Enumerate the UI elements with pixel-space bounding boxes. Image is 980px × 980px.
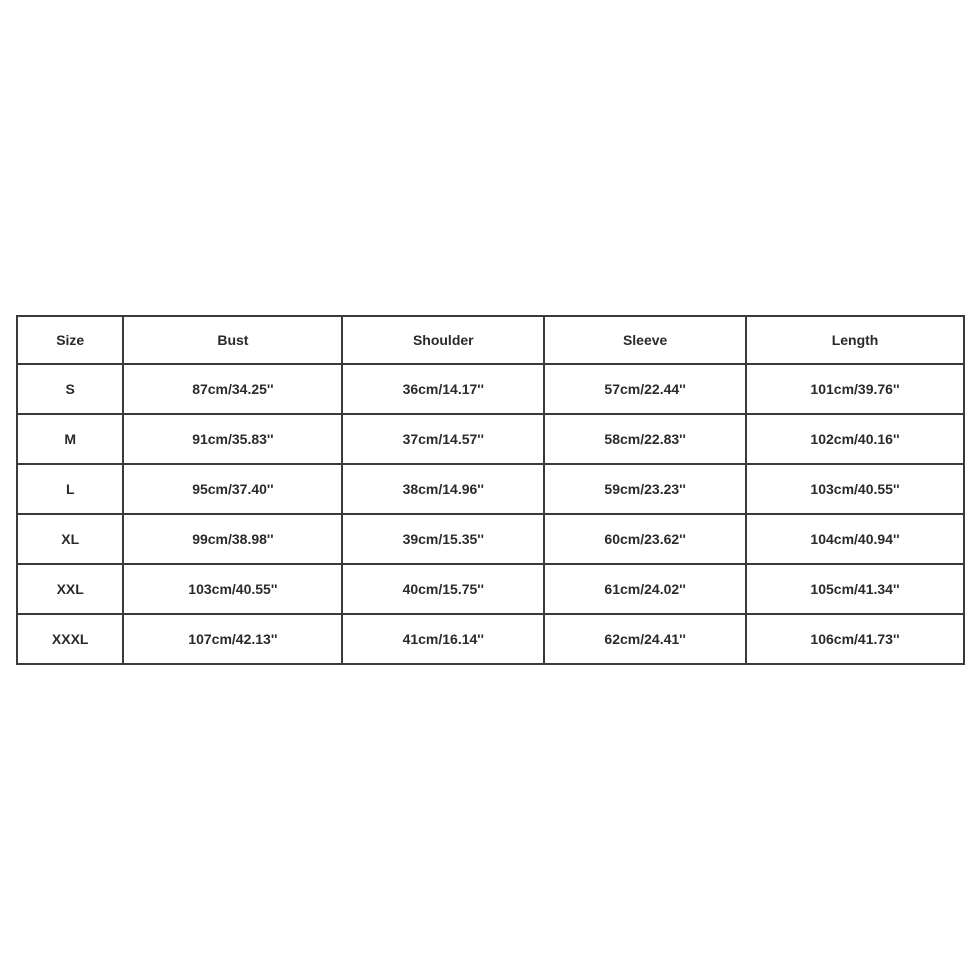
header-size: Size <box>17 316 123 364</box>
length-cell: 105cm/41.34'' <box>746 564 964 614</box>
length-cell: 106cm/41.73'' <box>746 614 964 664</box>
shoulder-cell: 41cm/16.14'' <box>342 614 544 664</box>
table-row <box>17 364 964 414</box>
bust-cell: 91cm/35.83'' <box>123 414 342 464</box>
sleeve-cell: 60cm/23.62'' <box>544 514 746 564</box>
header-shoulder: Shoulder <box>342 316 544 364</box>
size-cell: XXL <box>17 564 123 614</box>
shoulder-cell: 37cm/14.57'' <box>342 414 544 464</box>
header-row <box>17 316 964 364</box>
header-bust: Bust <box>123 316 342 364</box>
header-sleeve: Sleeve <box>544 316 746 364</box>
table-row <box>17 514 964 564</box>
table-row <box>17 614 964 664</box>
size-chart-table <box>16 315 965 665</box>
table-row <box>17 564 964 614</box>
shoulder-cell: 40cm/15.75'' <box>342 564 544 614</box>
size-cell: L <box>17 464 123 514</box>
shoulder-cell: 39cm/15.35'' <box>342 514 544 564</box>
length-cell: 102cm/40.16'' <box>746 414 964 464</box>
bust-cell: 87cm/34.25'' <box>123 364 342 414</box>
length-cell: 101cm/39.76'' <box>746 364 964 414</box>
bust-cell: 107cm/42.13'' <box>123 614 342 664</box>
table-row <box>17 414 964 464</box>
table-row <box>17 464 964 514</box>
sleeve-cell: 59cm/23.23'' <box>544 464 746 514</box>
bust-cell: 103cm/40.55'' <box>123 564 342 614</box>
length-cell: 104cm/40.94'' <box>746 514 964 564</box>
header-length: Length <box>746 316 964 364</box>
sleeve-cell: 57cm/22.44'' <box>544 364 746 414</box>
shoulder-cell: 36cm/14.17'' <box>342 364 544 414</box>
sleeve-cell: 61cm/24.02'' <box>544 564 746 614</box>
size-cell: S <box>17 364 123 414</box>
size-cell: M <box>17 414 123 464</box>
shoulder-cell: 38cm/14.96'' <box>342 464 544 514</box>
sleeve-cell: 58cm/22.83'' <box>544 414 746 464</box>
bust-cell: 95cm/37.40'' <box>123 464 342 514</box>
length-cell: 103cm/40.55'' <box>746 464 964 514</box>
size-cell: XL <box>17 514 123 564</box>
bust-cell: 99cm/38.98'' <box>123 514 342 564</box>
sleeve-cell: 62cm/24.41'' <box>544 614 746 664</box>
size-cell: XXXL <box>17 614 123 664</box>
